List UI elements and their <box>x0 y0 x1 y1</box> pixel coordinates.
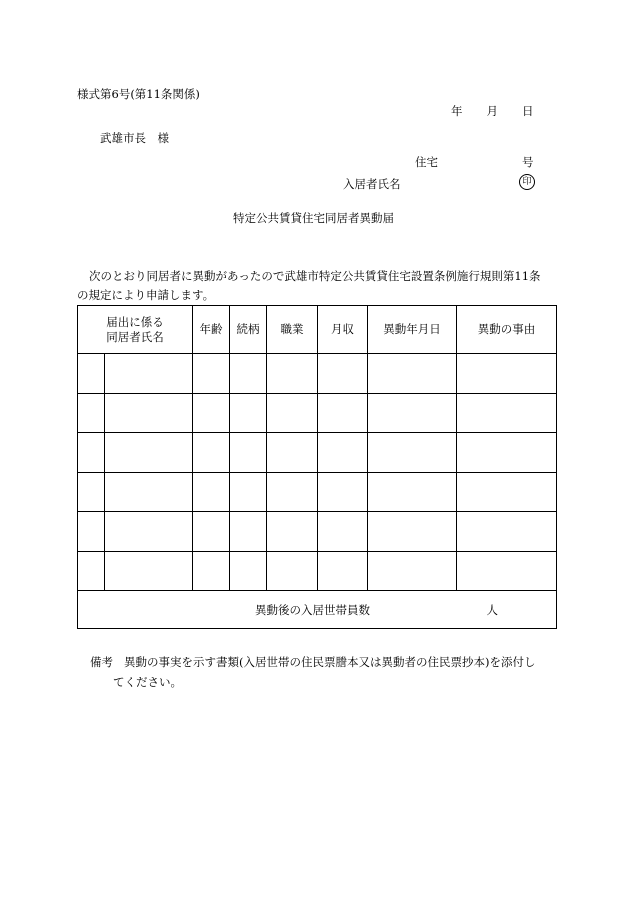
cell[interactable] <box>230 472 267 512</box>
cell[interactable] <box>230 393 267 433</box>
cell[interactable] <box>193 551 230 591</box>
cell[interactable] <box>267 354 318 394</box>
table-row <box>78 354 557 394</box>
remarks-text-1: 異動の事実を示す書類(入居世帯の住民票謄本又は異動者の住民票抄本)を添付し <box>124 655 536 669</box>
cell[interactable] <box>105 354 193 394</box>
form-number: 様式第6号(第11条関係) <box>77 87 200 101</box>
cell[interactable] <box>105 551 193 591</box>
cell[interactable] <box>78 354 105 394</box>
cell[interactable] <box>193 472 230 512</box>
applicant-name-line <box>343 176 543 192</box>
cell[interactable] <box>78 551 105 591</box>
header-age: 年齢 <box>193 306 230 354</box>
address-line <box>415 154 535 170</box>
cell[interactable] <box>368 551 457 591</box>
table-row <box>78 512 557 552</box>
cell[interactable] <box>105 433 193 473</box>
cell[interactable] <box>78 433 105 473</box>
cell[interactable] <box>457 551 557 591</box>
cell[interactable] <box>318 354 368 394</box>
remarks-label: 備考 <box>90 655 113 669</box>
total-unit: 人 <box>486 602 498 617</box>
body-line-2: の規定により申請します。 <box>77 288 215 302</box>
table-row <box>78 433 557 473</box>
cell[interactable] <box>78 472 105 512</box>
cell[interactable] <box>457 354 557 394</box>
table-row <box>78 551 557 591</box>
remarks-text-2: てください。 <box>113 675 182 689</box>
cell[interactable] <box>230 354 267 394</box>
cell[interactable] <box>318 551 368 591</box>
document-title: 特定公共賃貸住宅同居者異動届 <box>233 211 394 225</box>
remarks <box>90 652 560 692</box>
date-line <box>451 103 534 119</box>
cell[interactable] <box>193 393 230 433</box>
table-header-row <box>78 306 557 354</box>
year-label: 年 <box>451 104 463 118</box>
cell[interactable] <box>267 551 318 591</box>
cell[interactable] <box>267 472 318 512</box>
cell[interactable] <box>193 433 230 473</box>
member-table <box>77 305 557 629</box>
cell[interactable] <box>318 472 368 512</box>
cell[interactable] <box>267 393 318 433</box>
cell[interactable] <box>318 512 368 552</box>
cell[interactable] <box>230 512 267 552</box>
cell[interactable] <box>78 512 105 552</box>
cell[interactable] <box>368 512 457 552</box>
day-label: 日 <box>522 104 534 118</box>
cell[interactable] <box>368 472 457 512</box>
cell[interactable] <box>368 433 457 473</box>
body-line-1: 次のとおり同居者に異動があったので武雄市特定公共賃貸住宅設置条例施行規則第11条 <box>89 269 541 283</box>
cell[interactable] <box>267 433 318 473</box>
header-change-date: 異動年月日 <box>368 306 457 354</box>
cell[interactable] <box>230 433 267 473</box>
cell[interactable] <box>368 354 457 394</box>
cell[interactable] <box>457 512 557 552</box>
total-row <box>78 591 557 629</box>
cell[interactable] <box>457 472 557 512</box>
cell[interactable] <box>193 512 230 552</box>
cell[interactable] <box>78 393 105 433</box>
header-reason: 異動の事由 <box>457 306 557 354</box>
header-occupation: 職業 <box>267 306 318 354</box>
cell[interactable] <box>368 393 457 433</box>
seal-mark: 印 <box>519 174 535 190</box>
address-label: 住宅 <box>415 155 438 169</box>
addressee: 武雄市長 様 <box>100 131 169 145</box>
cell[interactable] <box>318 433 368 473</box>
address-suffix: 号 <box>522 155 534 169</box>
cell[interactable] <box>105 393 193 433</box>
cell[interactable] <box>318 393 368 433</box>
cell[interactable] <box>105 472 193 512</box>
header-relation: 続柄 <box>230 306 267 354</box>
month-label: 月 <box>486 104 498 118</box>
body-text <box>77 267 557 305</box>
table-row <box>78 472 557 512</box>
cell[interactable] <box>230 551 267 591</box>
cell[interactable] <box>193 354 230 394</box>
applicant-name-label: 入居者氏名 <box>343 177 401 191</box>
total-label: 異動後の入居世帯員数 <box>255 602 370 617</box>
cell[interactable] <box>105 512 193 552</box>
cell[interactable] <box>457 393 557 433</box>
header-member-name: 届出に係る 同居者氏名 <box>78 306 193 354</box>
cell[interactable] <box>457 433 557 473</box>
total-cell[interactable] <box>78 591 557 629</box>
cell[interactable] <box>267 512 318 552</box>
table-row <box>78 393 557 433</box>
header-income: 月収 <box>318 306 368 354</box>
